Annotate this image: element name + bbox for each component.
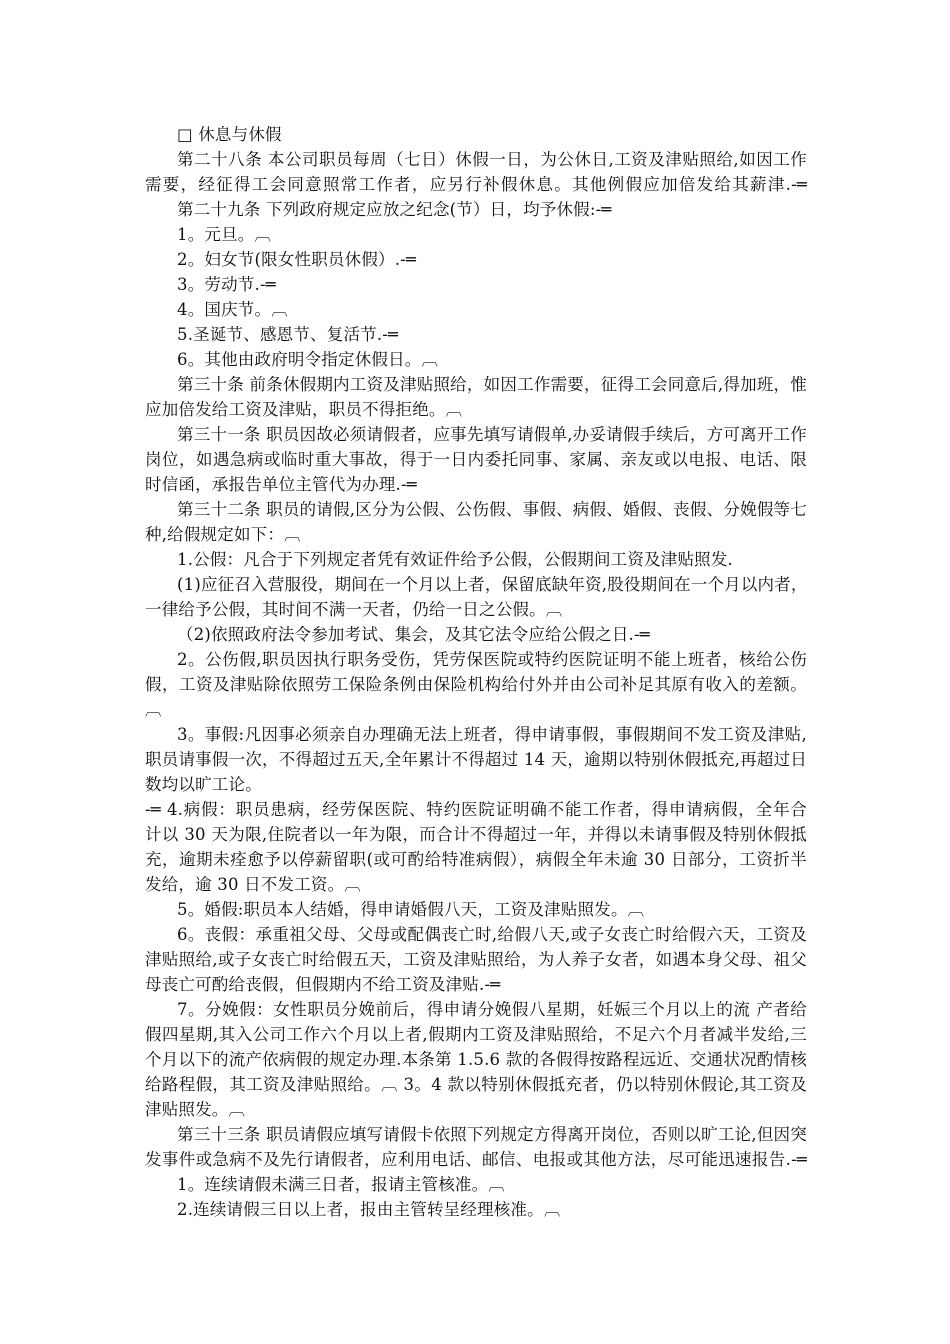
paragraph-line: 给路程假，其工资及津贴照给。︹ 3。4 款以特别休假抵充者，仍以特别休假论,其工资及 <box>145 1075 807 1094</box>
paragraph-line: 第三十条 前条休假期内工资及津贴照给，如因工作需要，征得工会同意后,得加班，惟 <box>177 375 807 394</box>
paragraph-line: 应加倍发给工资及津贴，职员不得拒绝。︹ <box>145 400 463 419</box>
list-item: 4。国庆节。︹ <box>177 300 288 319</box>
paragraph-line: (1)应征召入营服役，期间在一个月以上者，保留底缺年资,股役期间在一个月以内者， <box>177 575 808 594</box>
list-item: 5.圣诞节、感恩节、复活节.-═ <box>177 325 399 344</box>
paragraph-line: 一律给予公假，其时间不满一天者，仍给一日之公假。︹ <box>145 600 563 619</box>
paragraph-line: 充，逾期未痊愈予以停薪留职(或可酌给特准病假），病假全年未逾 30 日部分，工资折半 <box>145 850 807 869</box>
paragraph-line: 7。分娩假：女性职员分娩前后，得申请分娩假八星期，妊娠三个月以上的流 产者给 <box>177 1000 807 1019</box>
paragraph-line: 6。丧假：承重祖父母、父母或配偶丧亡时,给假八天,或子女丧亡时给假六天，工资及 <box>177 925 807 944</box>
paragraph-line: 第三十二条 职员的请假,区分为公假、公伤假、事假、病假、婚假、丧假、分娩假等七 <box>177 500 807 519</box>
paragraph-line: 假，工资及津贴除依照劳工保险条例由保险机构给付外并由公司补足其原有收入的差额。 <box>145 675 807 694</box>
paragraph-line: 职员请事假一次，不得超过五天,全年累计不得超过 14 天，逾期以特别休假抵充,再超过日 <box>145 750 807 769</box>
list-item: 1。连续请假未满三日者，报请主管核准。︹ <box>177 1175 505 1194</box>
paragraph-line: （2)依照政府法令参加考试、集会，及其它法令应给公假之日.-═ <box>177 625 650 644</box>
paragraph-line: 需要，经征得工会同意照常工作者，应另行补假休息。其他例假应加倍发给其薪津.-═ <box>145 175 807 194</box>
paragraph-line: 第二十九条 下列政府规定应放之纪念(节）日，均予休假:-═ <box>177 200 612 219</box>
paragraph-line: -═ 4.病假：职员患病，经劳保医院、特约医院证明确不能工作者，得申请病假，全年合 <box>145 800 807 819</box>
paragraph-line: 3。事假:凡因事必须亲自办理确无法上班者，得申请事假，事假期间不发工资及津贴, <box>177 725 807 744</box>
paragraph-line: 2。公伤假,职员因执行职务受伤，凭劳保医院或特约医院证明不能上班者，核给公伤 <box>177 650 807 669</box>
paragraph-line: 假四星期,其入公司工作六个月以上者,假期内工资及津贴照给，不足六个月者减半发给,三 <box>145 1025 807 1044</box>
paragraph-line: 岗位，如遇急病或临时重大事故，得于一日内委托同事、家属、亲友或以电报、电话、限 <box>145 450 807 469</box>
paragraph-line: 计以 30 天为限,住院者以一年为限，而合计不得超过一年，并得以未请事假及特别休假抵 <box>145 825 807 844</box>
paragraph-line: 津贴照发。︹ <box>145 1100 246 1119</box>
paragraph-line: 津贴照给,或子女丧亡时给假五天，工资及津贴照给，为人养子女者，如遇本身父母、祖父 <box>145 950 807 969</box>
paragraph-line: 第三十三条 职员请假应填写请假卡依照下列规定方得离开岗位，否则以旷工论,但因突 <box>177 1125 807 1144</box>
list-item: 6。其他由政府明令指定休假日。︹ <box>177 350 439 369</box>
paragraph-line: 发事件或急病不及先行请假者，应利用电话、邮信、电报或其他方法，尽可能迅速报告.-═ <box>145 1150 807 1169</box>
section-title: □ 休息与休假 <box>177 125 282 144</box>
list-item: 1。元旦。︹ <box>177 225 272 244</box>
paragraph-line: 5。婚假:职员本人结婚，得申请婚假八天，工资及津贴照发。︹ <box>177 900 645 919</box>
list-item: 3。劳动节.-═ <box>177 275 276 294</box>
paragraph-line: 数均以旷工论。 <box>145 775 262 794</box>
paragraph-line: 发给，逾 30 日不发工资。︹ <box>145 875 361 894</box>
paragraph-line: 种,给假规定如下：︹ <box>145 525 301 544</box>
paragraph-line: 时信函，承报告单位主管代为办理.-═ <box>145 475 417 494</box>
paragraph-line: 第三十一条 职员因故必须请假者，应事先填写请假单,办妥请假手续后，方可离开工作 <box>177 425 807 444</box>
list-item: 2。妇女节(限女性职员休假）.-═ <box>177 250 417 269</box>
list-item: 2.连续请假三日以上者，报由主管转呈经理核准。︹ <box>177 1200 561 1219</box>
paragraph-line: 母丧亡可酌给丧假，但假期内不给工资及津贴.-═ <box>145 975 501 994</box>
paragraph-line: 1.公假：凡合于下列规定者凭有效证件给予公假，公假期间工资及津贴照发. <box>177 550 733 569</box>
paragraph-line: ︹ <box>145 700 162 719</box>
paragraph-line: 第二十八条 本公司职员每周（七日）休假一日，为公休日,工资及津贴照给,如因工作 <box>177 150 807 169</box>
paragraph-line: 个月以下的流产依病假的规定办理.本条第 1.5.6 款的各假得按路程远近、交通状况酌情核 <box>145 1050 807 1069</box>
